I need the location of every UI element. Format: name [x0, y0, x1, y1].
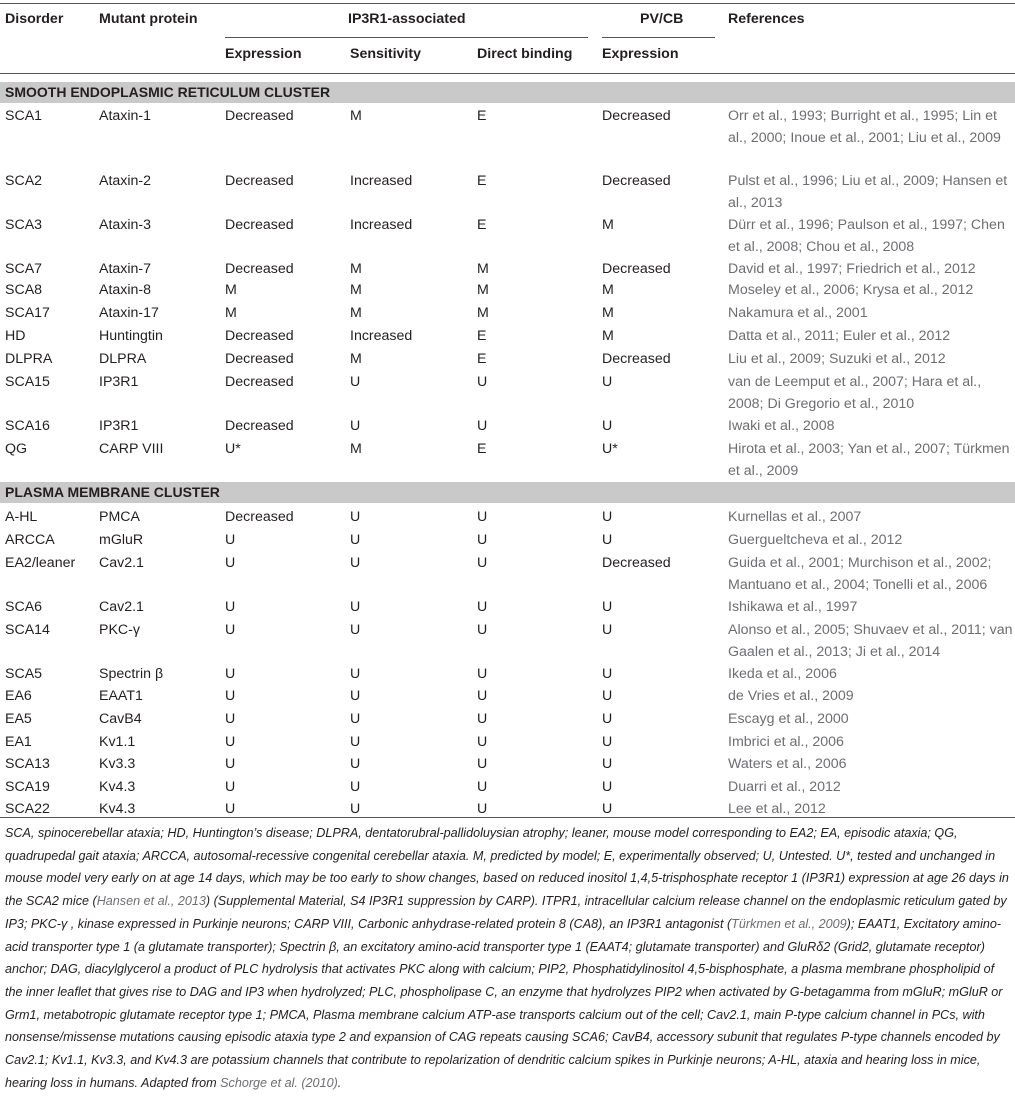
references-cell: Guergueltcheva et al., 2012 [728, 532, 903, 548]
sensitivity-cell: U [350, 532, 361, 548]
direct-binding-cell: M [477, 261, 489, 277]
references-cell: Imbrici et al., 2006 [728, 734, 844, 750]
disorder-cell: SCA22 [5, 801, 50, 817]
header-ip3r1-associated: IP3R1-associated [348, 11, 466, 27]
protein-cell: Kv4.3 [99, 801, 136, 817]
sensitivity-cell: U [350, 711, 361, 727]
sensitivity-cell: M [350, 108, 362, 124]
pvcb-expression-cell: M [602, 328, 614, 344]
sensitivity-cell: U [350, 374, 361, 390]
protein-cell: Ataxin-17 [99, 305, 159, 321]
direct-binding-cell: U [477, 801, 488, 817]
header-bottom-rule [0, 73, 1015, 74]
expression-cell: U [225, 599, 236, 615]
expression-cell: U [225, 688, 236, 704]
direct-binding-cell: U [477, 779, 488, 795]
ip3r1-group-rule [225, 37, 588, 38]
sensitivity-cell: Increased [350, 173, 413, 189]
protein-cell: Cav2.1 [99, 555, 144, 571]
protein-cell: mGluR [99, 532, 144, 548]
pvcb-expression-cell: U [602, 779, 613, 795]
direct-binding-cell: U [477, 756, 488, 772]
header-pvcb-expression: Expression [602, 46, 679, 62]
disorder-cell: SCA2 [5, 173, 43, 189]
protein-cell: PKC-γ [99, 622, 140, 638]
pvcb-expression-cell: M [602, 282, 614, 298]
section-smooth-er-cluster: SMOOTH ENDOPLASMIC RETICULUM CLUSTER [0, 82, 1015, 103]
expression-cell: U [225, 555, 236, 571]
pvcb-expression-cell: U [602, 374, 613, 390]
sensitivity-cell: M [350, 351, 362, 367]
sensitivity-cell: U [350, 801, 361, 817]
direct-binding-cell: E [477, 108, 487, 124]
direct-binding-cell: U [477, 418, 488, 434]
sensitivity-cell: U [350, 666, 361, 682]
references-cell: Waters et al., 2006 [728, 756, 847, 772]
expression-cell: Decreased [225, 108, 294, 124]
pvcb-expression-cell: U* [602, 441, 618, 457]
direct-binding-cell: U [477, 666, 488, 682]
sensitivity-cell: U [350, 622, 361, 638]
references-cell: van de Leemput et al., 2007; Hara et al., 2008; Di Gregorio et al., 2010 [728, 374, 982, 412]
footnote-text-3: ); EAAT1, Excitatory amino-acid transporter type 1 (a glutamate transporter); Spectrin β, an excitatory amino-acid transporter type 1 (EAAT4; glutamate transporter) and GluRδ2 (Grid2, glutamate receptor) anchor; DAG, diacylglycerol a product of PLC hydrolysis that activates PKC along with calcium; PIP2, Phosphatidylinositol 4,5-bisphosphate, a plasma membrane phospholipid of the inner leaflet that gives rise to DAG and IP3 when hydrolyzed; PLC, phospholipase C, an enzyme that hydrolyzes PIP2 when activated by G-betagamma from mGluR; mGluR or Grm1, metabotropic glutamate receptor type 1; PMCA, Plasma membrane calcium ATP-ase transports calcium out of the cell; Cav2.1, main P-type calcium channel in PCs, with nonsense/missense mutations causing episodic ataxia type 2 and expansion of CAG repeats causing SCA6; CavB4, accessory subunit that regulates P-type channels encoded by Cav2.1; Kv1.1, Kv3.3, and Kv4.3 are potassium channels that contribute to repolarization of dendritic calcium spikes in Purkinje neurons; A-HL, ataxia and hearing loss in mice, hearing loss in humans. Adapted from [5, 916, 1003, 1090]
direct-binding-cell: U [477, 734, 488, 750]
disorder-cell: SCA8 [5, 282, 43, 298]
references-cell: Lee et al., 2012 [728, 801, 826, 817]
protein-cell: Huntingtin [99, 328, 163, 344]
pvcb-expression-cell: U [602, 756, 613, 772]
references-cell: Orr et al., 1993; Burright et al., 1995; Lin et al., 2000; Inoue et al., 2001; Liu et al., 2009 [728, 108, 1001, 146]
sensitivity-cell: U [350, 756, 361, 772]
expression-cell: U [225, 779, 236, 795]
expression-cell: Decreased [225, 173, 294, 189]
sensitivity-cell: Increased [350, 217, 413, 233]
disorder-cell: EA5 [5, 711, 32, 727]
top-rule [0, 3, 1015, 4]
pvcb-expression-cell: U [602, 509, 613, 525]
protein-cell: Ataxin-1 [99, 108, 152, 124]
references-cell: Guida et al., 2001; Murchison et al., 2002; Mantuano et al., 2004; Tonelli et al., 2006 [728, 555, 992, 593]
references-cell: Datta et al., 2011; Euler et al., 2012 [728, 328, 951, 344]
sensitivity-cell: M [350, 261, 362, 277]
direct-binding-cell: E [477, 328, 487, 344]
pvcb-expression-cell: Decreased [602, 173, 671, 189]
references-cell: Hirota et al., 2003; Yan et al., 2007; Türkmen et al., 2009 [728, 441, 1010, 479]
pvcb-expression-cell: M [602, 217, 614, 233]
disorder-cell: EA2/leaner [5, 555, 76, 571]
protein-cell: Ataxin-2 [99, 173, 152, 189]
pvcb-expression-cell: U [602, 418, 613, 434]
pvcb-expression-cell: U [602, 801, 613, 817]
references-cell: Escayg et al., 2000 [728, 711, 849, 727]
protein-cell: IP3R1 [99, 418, 139, 434]
disorder-cell: EA6 [5, 688, 32, 704]
direct-binding-cell: M [477, 282, 489, 298]
direct-binding-cell: U [477, 622, 488, 638]
references-cell: Iwaki et al., 2008 [728, 418, 835, 434]
pvcb-expression-cell: U [602, 532, 613, 548]
disorder-cell: SCA17 [5, 305, 50, 321]
direct-binding-cell: U [477, 374, 488, 390]
expression-cell: U [225, 801, 236, 817]
protein-cell: CavB4 [99, 711, 142, 727]
header-sensitivity: Sensitivity [350, 46, 421, 62]
disorder-cell: SCA13 [5, 756, 50, 772]
sensitivity-cell: Increased [350, 328, 413, 344]
header-expression: Expression [225, 46, 302, 62]
references-cell: Dürr et al., 1996; Paulson et al., 1997; Chen et al., 2008; Chou et al., 2008 [728, 217, 1005, 255]
expression-cell: Decreased [225, 351, 294, 367]
protein-cell: Ataxin-3 [99, 217, 152, 233]
disorder-cell: EA1 [5, 734, 32, 750]
expression-cell: Decreased [225, 217, 294, 233]
pvcb-expression-cell: U [602, 666, 613, 682]
protein-cell: CARP VIII [99, 441, 164, 457]
sensitivity-cell: U [350, 779, 361, 795]
expression-cell: U [225, 532, 236, 548]
disorder-cell: SCA19 [5, 779, 50, 795]
direct-binding-cell: E [477, 173, 487, 189]
expression-cell: U [225, 734, 236, 750]
protein-cell: Ataxin-7 [99, 261, 152, 277]
references-cell: Kurnellas et al., 2007 [728, 509, 862, 525]
disorder-cell: SCA7 [5, 261, 43, 277]
table-footnote [5, 822, 1013, 1094]
protein-cell: EAAT1 [99, 688, 143, 704]
protein-cell: Kv3.3 [99, 756, 136, 772]
disorder-cell: SCA14 [5, 622, 50, 638]
disorder-cell: SCA1 [5, 108, 43, 124]
references-cell: Moseley et al., 2006; Krysa et al., 2012 [728, 282, 974, 298]
expression-cell: Decreased [225, 374, 294, 390]
references-cell: de Vries et al., 2009 [728, 688, 854, 704]
direct-binding-cell: U [477, 532, 488, 548]
footnote-citation-hansen[interactable]: Hansen et al., 2013 [96, 894, 206, 909]
pvcb-expression-cell: Decreased [602, 555, 671, 571]
direct-binding-cell: M [477, 305, 489, 321]
expression-cell: U [225, 622, 236, 638]
protein-cell: DLPRA [99, 351, 147, 367]
direct-binding-cell: U [477, 555, 488, 571]
disorder-cell: SCA15 [5, 374, 50, 390]
footnote-text-1: SCA, spinocerebellar ataxia; HD, Huntington’s disease; DLPRA, dentatorubral-pallidoluysian atrophy; leaner, mouse model corresponding to EA2; EA, episodic ataxia; QG, quadrupedal gait ataxia; ARCCA, autosomal-recessive congenital cerebellar ataxia. M, predicted by model; E, experimentally observed; U, Untested. U*, tested and unchanged in mouse model very early on at age 14 days, which may be too early to show changes, based on reduced inositol 1,4,5-trisphosphate receptor 1 (IP3R1) expression at age 26 days in the SCA2 mice ( [5, 826, 1009, 909]
direct-binding-cell: U [477, 599, 488, 615]
sensitivity-cell: M [350, 282, 362, 298]
protein-cell: Cav2.1 [99, 599, 144, 615]
pvcb-expression-cell: U [602, 734, 613, 750]
references-cell: Ikeda et al., 2006 [728, 666, 837, 682]
sensitivity-cell: U [350, 599, 361, 615]
header-references: References [728, 11, 805, 27]
sensitivity-cell: U [350, 688, 361, 704]
references-cell: David et al., 1997; Friedrich et al., 2012 [728, 261, 976, 277]
sensitivity-cell: U [350, 734, 361, 750]
expression-cell: Decreased [225, 418, 294, 434]
pvcb-expression-cell: M [602, 305, 614, 321]
expression-cell: M [225, 305, 237, 321]
expression-cell: U* [225, 441, 241, 457]
protein-cell: Spectrin β [99, 666, 164, 682]
header-disorder: Disorder [5, 11, 64, 27]
references-cell: Nakamura et al., 2001 [728, 305, 868, 321]
references-cell: Ishikawa et al., 1997 [728, 599, 858, 615]
disorder-cell: DLPRA [5, 351, 53, 367]
footnote-citation-schorge[interactable]: Schorge et al. (2010) [220, 1075, 338, 1090]
pvcb-expression-cell: Decreased [602, 261, 671, 277]
sensitivity-cell: M [350, 441, 362, 457]
pvcb-expression-cell: Decreased [602, 351, 671, 367]
section-plasma-membrane-cluster: PLASMA MEMBRANE CLUSTER [0, 482, 1015, 503]
expression-cell: Decreased [225, 328, 294, 344]
disorder-cell: ARCCA [5, 532, 55, 548]
references-cell: Duarri et al., 2012 [728, 779, 841, 795]
direct-binding-cell: E [477, 441, 487, 457]
disorder-cell: SCA5 [5, 666, 43, 682]
direct-binding-cell: E [477, 217, 487, 233]
sensitivity-cell: M [350, 305, 362, 321]
disorder-cell: QG [5, 441, 28, 457]
expression-cell: U [225, 711, 236, 727]
protein-cell: IP3R1 [99, 374, 139, 390]
pvcb-group-rule [602, 37, 715, 38]
table-bottom-rule [0, 817, 1015, 818]
footnote-text-4: . [337, 1075, 342, 1090]
disorder-cell: SCA6 [5, 599, 43, 615]
disorder-cell: A-HL [5, 509, 38, 525]
header-direct-binding: Direct binding [477, 46, 573, 62]
direct-binding-cell: E [477, 351, 487, 367]
disorder-cell: SCA3 [5, 217, 43, 233]
protein-cell: Ataxin-8 [99, 282, 152, 298]
pvcb-expression-cell: U [602, 711, 613, 727]
sensitivity-cell: U [350, 509, 361, 525]
disorder-cell: HD [5, 328, 26, 344]
expression-cell: U [225, 756, 236, 772]
pvcb-expression-cell: U [602, 688, 613, 704]
protein-cell: Kv1.1 [99, 734, 136, 750]
expression-cell: Decreased [225, 509, 294, 525]
references-cell: Pulst et al., 1996; Liu et al., 2009; Hansen et al., 2013 [728, 173, 1008, 211]
sensitivity-cell: U [350, 555, 361, 571]
references-cell: Liu et al., 2009; Suzuki et al., 2012 [728, 351, 946, 367]
direct-binding-cell: U [477, 509, 488, 525]
expression-cell: Decreased [225, 261, 294, 277]
direct-binding-cell: U [477, 711, 488, 727]
expression-cell: U [225, 666, 236, 682]
pvcb-expression-cell: U [602, 622, 613, 638]
header-pvcb: PV/CB [640, 11, 684, 27]
footnote-text-2: ) (Supplemental Material, S4 IP3R1 suppression by CARP). ITPR1, intracellular calcium release channel on the endoplasmic reticulum gated by IP3; PKC-γ , kinase expressed in Purkinje neurons; CARP VIII, Carbonic anhydrase-related protein 8 (CA8), an IP3R1 antagonist ( [5, 894, 1007, 931]
expression-cell: M [225, 282, 237, 298]
direct-binding-cell: U [477, 688, 488, 704]
disorder-cell: SCA16 [5, 418, 50, 434]
footnote-citation-turkmen[interactable]: Türkmen et al., 2009 [731, 916, 847, 931]
references-cell: Alonso et al., 2005; Shuvaev et al., 2011; van Gaalen et al., 2013; Ji et al., 2014 [728, 622, 1013, 660]
protein-cell: Kv4.3 [99, 779, 136, 795]
header-mutant-protein: Mutant protein [99, 11, 198, 27]
pvcb-expression-cell: Decreased [602, 108, 671, 124]
sensitivity-cell: U [350, 418, 361, 434]
protein-cell: PMCA [99, 509, 140, 525]
pvcb-expression-cell: U [602, 599, 613, 615]
